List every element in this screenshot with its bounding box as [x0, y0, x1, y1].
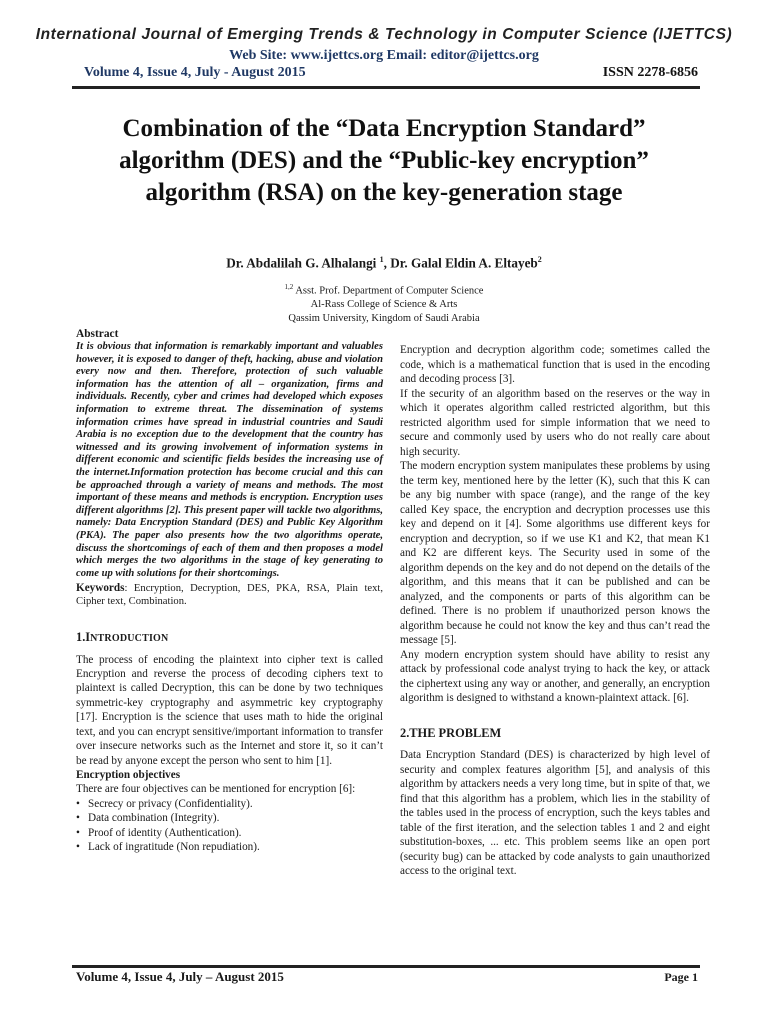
page-number: Page 1: [664, 970, 698, 984]
section-heading-introduction: [76, 631, 383, 645]
section-number: 1.: [76, 629, 86, 644]
bullet-icon: •: [76, 826, 80, 839]
list-item-text: Proof of identity (Authentication).: [88, 826, 242, 839]
section-number: 2.: [400, 725, 410, 740]
affiliation-department: Asst. Prof. Department of Computer Science: [293, 285, 484, 297]
author-1: Dr. Abdalilah G. Alhalangi: [226, 255, 377, 271]
footer-divider: [72, 965, 700, 968]
author-line: [0, 255, 768, 271]
keywords-list: : Encryption, Decryption, DES, PKA, RSA, Plain text, Cipher text, Combination.: [76, 583, 383, 607]
list-item: [76, 826, 383, 840]
author-2: Dr. Galal Eldin A. Eltayeb: [390, 255, 538, 271]
header-divider: [72, 86, 700, 89]
header-volume: Volume 4, Issue 4, July - August 2015: [84, 65, 306, 80]
abstract-heading: Abstract: [76, 328, 119, 340]
author-2-affil-mark: 2: [537, 255, 542, 264]
keywords-label: Keywords: [76, 582, 125, 595]
paragraph-des-problem: Data Encryption Standard (DES) is characterized by high level of security and complex features algorithm [5], and analysis of this algorithm by attackers needs a very long time, but in spite of that, we find that this algorithm has a problem, which lies in the stability of the tables used in the process of encryption, such the keys tables and table of the first iteration, and the selection tables 1 and 2 and eight substitution-boxes, ... etc. This problem seems like an open port (security bug) can be attacked by code analysts to gain unauthorized access to the original text.: [400, 749, 710, 877]
objectives-list: [76, 797, 383, 855]
author-1-affil-mark: 1: [379, 255, 384, 264]
keywords: [76, 582, 383, 608]
list-item: [76, 797, 383, 811]
affiliation: [0, 281, 768, 325]
right-column: [400, 343, 710, 879]
list-item-text: Lack of ingratitude (Non repudiation).: [88, 840, 260, 853]
journal-website: Web Site: www.ijettcs.org Email: editor@ijettcs.org: [229, 48, 539, 63]
affiliation-line-3: Qassim University, Kingdom of Saudi Arabia: [288, 312, 480, 324]
left-column: [76, 328, 383, 854]
list-item: [76, 811, 383, 825]
objectives-heading: Encryption objectives: [76, 768, 181, 781]
section-heading-initial: I: [85, 629, 91, 644]
paragraph-modern-encryption: The modern encryption system manipulates these problems by using the term key, mentioned here by the letter (K), such that this K can be any big number with space (range), and the range of the key called Key space, the encryption and decryption processes use this key and depend on it [4]. Some algorithms use different keys for encryption and decryption, so if we use K1 and K2, that mean K1 and K2 are different keys. The Security used in some of the algorithm depends on the key and do not depend on the details of the algorithm, and this means that it can be published and can be analyzed, and the components or parts of this algorithm can be defined. There is no problem if unauthorized person knows the algorithm because he could not know the key and thus can’t read the message [5].: [400, 460, 710, 646]
bullet-icon: •: [76, 812, 80, 825]
footer-volume: Volume 4, Issue 4, July – August 2015: [76, 969, 284, 984]
paper-title: Combination of the “Data Encryption Standard” algorithm (DES) and the “Public-key encryption” algorithm (RSA) on the key-generation stage: [119, 115, 649, 206]
paragraph-attack-resistance: Any modern encryption system should have ability to resist any attack by professional code analyst trying to hack the key, or attack the ciphertext using any way or another, and generally, an encryption algorithm is designed to withstand a known-plaintext attack. [6].: [400, 648, 710, 704]
affiliation-mark: 1,2: [284, 283, 294, 291]
header-issn: ISSN 2278-6856: [602, 65, 698, 80]
section-heading-problem: [400, 726, 710, 741]
abstract-text: It is obvious that information is remarkably important and valuables however, it is exposed to danger of theft, hacking, abuse and violation every now and then. Therefore, protection of such valuable information has the attention of all – organization, firms and individuals. Recently, cyber and crimes had developed which exposes information to extreme threat. The dissemination of systems information crimes have spread in industrial countries and Saudi Arabia is no exception due to the development that the country has witnessed and its growing involvement of information systems in different economic and scientific fields besides the increasing use of the internet.Information protection has become crucial and this can be approached through a variety of means and methods. The most important of these means and methods is encryption. Encryption uses different algorithms [2]. This present paper will tackle two algorithms, namely: Data Encryption Standard (DES) and Public Key Algorithm (PKA). The paper also presents how the two algorithms operate, discuss the shortcomings of each of them and then proposes a model which merges the two algorithms in the stage of key generating to come up with solutions for their shortcomings.: [76, 341, 383, 579]
affiliation-line-1: [0, 281, 768, 298]
intro-paragraph: The process of encoding the plaintext into cipher text is called Encryption and reverse the process of decoding ciphers text to plaintext is called Decryption, this can be done by two techniques symmetric-key cryptography and asymmetric key cryptography [17]. Encryption is the science that uses math to hide the original text, and you can encrypt sensitive/important information to transfer over insecure networks such as the Internet and store it, so it can’t be read by anyone except the person who sent to him [1].: [76, 653, 383, 767]
section-heading-text: THE PROBLEM: [409, 725, 502, 740]
author-separator: ,: [383, 255, 391, 271]
section-heading-rest: NTRODUCTION: [90, 632, 169, 644]
list-item: [76, 840, 383, 854]
paragraph-algorithm-code: Encryption and decryption algorithm code; sometimes called the code, which is a mathematical function that is used in the encoding and decoding process [3].: [400, 344, 710, 385]
bullet-icon: •: [76, 840, 80, 853]
list-item-text: Secrecy or privacy (Confidentiality).: [88, 797, 253, 810]
paragraph-restricted-algorithm: If the security of an algorithm based on the reserves or the way in which it operates algorithm called restricted algorithm, but this restricted algorithm used for simple information that we need to secure and commonly used by users who do not really care about high security.: [400, 387, 710, 458]
bullet-icon: •: [76, 797, 80, 810]
affiliation-line-2: Al-Rass College of Science & Arts: [310, 299, 458, 310]
journal-name: International Journal of Emerging Trends & Technology in Computer Science (IJETTCS): [35, 26, 733, 43]
objectives-intro: There are four objectives can be mentioned for encryption [6]:: [76, 783, 356, 796]
list-item-text: Data combination (Integrity).: [88, 812, 220, 825]
